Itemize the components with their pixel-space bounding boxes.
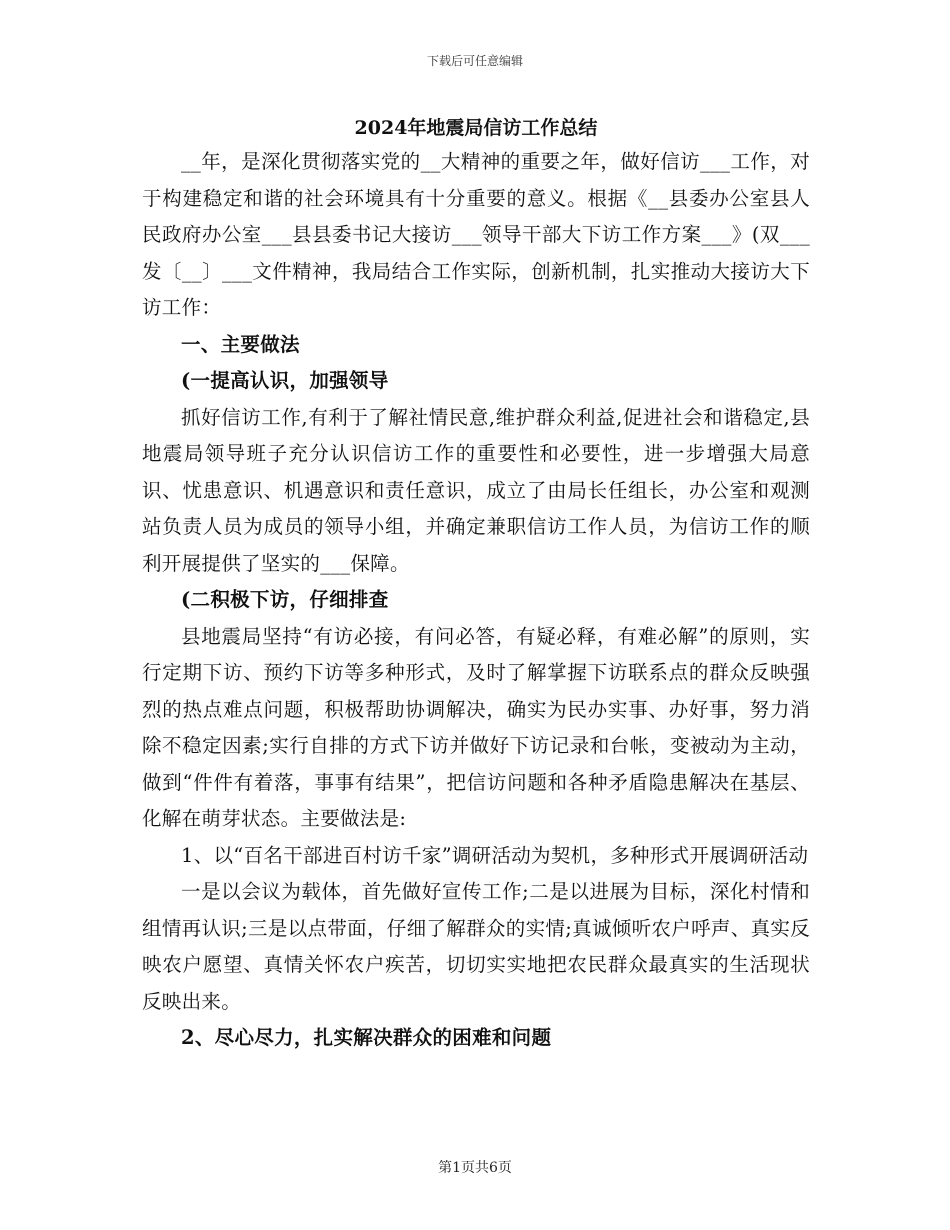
section-heading-main-practices: 一、主要做法 xyxy=(181,332,300,356)
subsection-heading-leadership: (一提高认识，加强领导 xyxy=(181,369,389,392)
subsection-paragraph-leadership: 抓好信访工作,有利于了解社情民意,维护群众利益,促进社会和谐稳定,县地震局领导班子充分认识信访工作的重要性和必要性，进一步增强大局意识、忧患意识、机遇意识和责任意识，成立了由局长任组长，办公室和观测站负责人员为成员的领导小组，并确定兼职信访工作人员，为信访工作的顺利开展提供了坚实的___保障。 xyxy=(142,405,810,575)
page-number-indicator: 第1页共6页 xyxy=(438,1160,512,1176)
subsection-heading-visits: (二积极下访，仔细排查 xyxy=(181,588,389,611)
subsection-paragraph-visits: 县地震局坚持“有访必接，有问必答，有疑必释，有难必解”的原则，实行定期下访、预约下访等多种形式，及时了解掌握下访联系点的群众反映强烈的热点难点问题，积极帮助协调解决，确实为民办实事、办好事，努力消除不稳定因素;实行自排的方式下访并做好下访记录和台帐，变被动为主动，做到“件件有着落，事事有结果”，把信访问题和各种矛盾隐患解决在基层、化解在萌芽状态。主要做法是: xyxy=(142,624,810,830)
item-heading-solve-problems: 2、尽心尽力，扎实解决群众的困难和问题 xyxy=(181,1026,552,1049)
item-paragraph-research: 一是以会议为载体，首先做好宣传工作;二是以进展为目标，深化村情和组情再认识;三是以点带面，仔细了解群众的实情;真诚倾听农户呼声、真实反映农户愿望、真情关怀农户疾苦，切切实实地把农民群众最真实的生活现状反映出来。 xyxy=(142,880,810,1013)
document-body xyxy=(142,112,810,1057)
intro-paragraph: __年，是深化贯彻落实党的__大精神的重要之年，做好信访___工作，对于构建稳定和谐的社会环境具有十分重要的意义。根据《__县委办公室县人民政府办公室___县县委书记大接访___领导干部大下访工作方案___》(双___发〔__〕___文件精神，我局结合工作实际，创新机制，扎实推动大接访大下访工作： xyxy=(142,150,810,319)
page-header-note: 下载后可任意编辑 xyxy=(426,54,523,68)
document-title: 2024年地震局信访工作总结 xyxy=(354,117,598,139)
item-heading-research: 1、以“百名干部进百村访千家”调研活动为契机，多种形式开展调研活动 xyxy=(181,843,809,867)
